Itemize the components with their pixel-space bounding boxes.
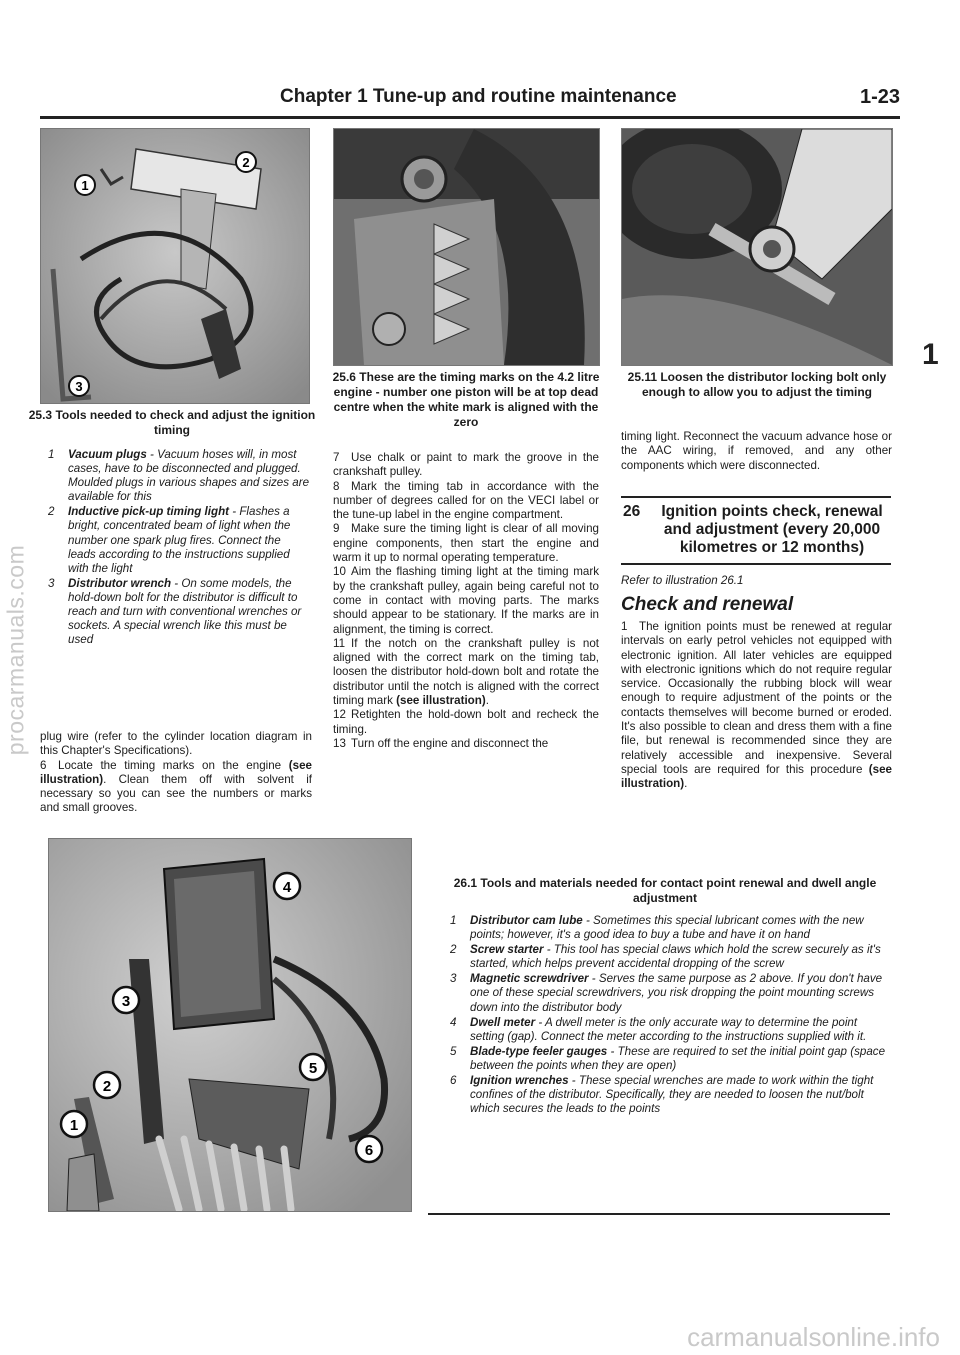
page-number: 1-23 [859, 86, 900, 108]
legend-26-1 [450, 914, 888, 1117]
legend-item: 1 Distributor cam lube - Sometimes this special lubricant comes with the new points; however, it's a good idea to buy a tube and have it on hand [450, 914, 864, 942]
section-rule-top [621, 496, 891, 498]
legend-item: 1 Vacuum plugs - Vacuum hoses will, in most cases, have to be disconnected and plugged. Moulded plugs in various shapes and sizes are available for this [48, 448, 310, 504]
section-rule-bottom [621, 563, 891, 565]
callout-6-label: 6 [364, 1142, 374, 1159]
legend-25-3 [48, 448, 310, 648]
paragraph: 12 Retighten the hold-down bolt and recheck the timing. [333, 708, 599, 736]
section-title: Ignition points check, renewal and adjustment (every 20,000 kilometres or 12 months) [661, 503, 883, 556]
photo-timing-tools [40, 128, 310, 404]
side-watermark: procarmanuals.com [2, 544, 29, 756]
col3-continued-text: timing light. Reconnect the vacuum advance hose or the AAC wiring, if removed, and any other components which were disconnected. [621, 430, 892, 472]
caption-25-3: 25.3 Tools needed to check and adjust the ignition timing [28, 408, 316, 437]
paragraph: 6 Locate the timing marks on the engine (see illustration). Clean them off with solvent if necessary so you can see the numbers or marks and small grooves. [40, 758, 312, 815]
paragraph: 9 Make sure the timing light is clear of all moving engine components, then start the engine and warm it up to normal operating temperature. [333, 522, 599, 565]
figure-bottom-rule [428, 1213, 890, 1215]
photo-timing-marks [333, 128, 600, 366]
refer-note: Refer to illustration 26.1 [621, 574, 744, 587]
paragraph: 11 If the notch on the crankshaft pulley is not aligned with the correct mark on the timing tab, loosen the distributor hold-down bolt and rotate the distributor until the notch is aligned with the correct timing mark (see illustration). [333, 636, 599, 708]
timing-marks-illustration [334, 129, 599, 365]
timing-tools-illustration [41, 129, 309, 403]
paragraph: 13 Turn off the engine and disconnect the [333, 736, 549, 750]
legend-item: 2 Screw starter - This tool has special claws which hold the screw securely as it's started, which helps prevent accidental dropping of the screw [450, 943, 881, 971]
paragraph: 10 Aim the flashing timing light at the timing mark by the crankshaft pulley, again being careful not to come in contact with moving parts. The marks should appear to be stationary. If the marks are in alignment, the timing is correct. [333, 565, 599, 636]
photo-contact-point-tools [48, 838, 412, 1212]
callout-5-label: 5 [308, 1060, 318, 1077]
col2-text [333, 451, 599, 751]
callout-2-label: 2 [242, 155, 250, 170]
callout-2-label: 2 [102, 1078, 112, 1095]
footer-watermark: carmanualsonline.info [687, 1322, 940, 1352]
section-heading [623, 503, 891, 557]
caption-26-1: 26.1 Tools and materials needed for contact point renewal and dwell angle adjustment [453, 876, 877, 905]
chapter-title: Chapter 1 Tune-up and routine maintenance [280, 86, 677, 107]
callout-1-label: 1 [81, 178, 89, 193]
page-header [40, 86, 900, 116]
callout-3-label: 3 [75, 379, 83, 394]
contact-point-tools-illustration [49, 839, 411, 1211]
photo-distributor-bolt [621, 128, 893, 366]
col3-paragraph: 1 The ignition points must be renewed at regular intervals on early petrol vehicles not equipped with electronic ignition. All later vehicles are equipped with electronic ignitions which do not require regular service. Occasionally the rubbing block will wear enough to require adjustment of the points or the contacts themselves will become burned or eroded. It's also possible to clean and dress them with a fine file, but renewal is recommended since they are relatively accessible and inexpensive. Several special tools are required for this procedure (see illustration). [621, 620, 892, 791]
chapter-tab: 1 [922, 338, 939, 371]
callout-3-label: 3 [121, 993, 131, 1010]
legend-item: 3 Magnetic screwdriver - Serves the same purpose as 2 above. If you don't have one of these special screwdrivers, you risk dropping the point mounting screws down into the distributor body [450, 972, 883, 1014]
section-number: 26 [623, 503, 641, 520]
caption-25-6: 25.6 These are the timing marks on the 4.2 litre engine - number one piston will be at top dead centre when the white mark is aligned with the zero [332, 370, 600, 429]
legend-item: 2 Inductive pick-up timing light - Flashes a bright, concentrated beam of light when the number one spark plug fires. Connect the leads according to the instructions supplied with the light [48, 505, 291, 575]
header-rule [40, 116, 900, 119]
paragraph: 7 Use chalk or paint to mark the groove in the crankshaft pulley. [333, 451, 599, 479]
legend-item: 6 Ignition wrenches - These special wrenches are made to work within the tight confines of the distributor. Specifically, they are needed to loosen the nut/bolt which secures the leads to the points [450, 1074, 874, 1116]
distributor-bolt-illustration [622, 129, 892, 365]
callout-4-label: 4 [282, 879, 292, 896]
col1-text [40, 730, 312, 816]
legend-item: 3 Distributor wrench - On some models, the hold-down bolt for the distributor is difficult to reach and turn with conventional wrenches or sockets. A special wrench like this must be used [48, 576, 302, 647]
paragraph: plug wire (refer to the cylinder location diagram in this Chapter's Specifications). [40, 730, 312, 758]
subheading-check-renewal: Check and renewal [621, 594, 794, 615]
paragraph: 8 Mark the timing tab in accordance with the number of degrees called for on the VECI label or the tune-up label in the engine compartment. [333, 479, 599, 522]
callout-1-label: 1 [69, 1117, 79, 1134]
caption-25-11: 25.11 Loosen the distributor locking bolt only enough to allow you to adjust the timing [627, 370, 887, 399]
legend-item: 5 Blade-type feeler gauges - These are required to set the initial point gap (space between the points when they are open) [450, 1044, 886, 1072]
legend-item: 4 Dwell meter - A dwell meter is the only accurate way to determine the point setting (gap). Connect the meter according to the instructions supplied with it. [450, 1015, 867, 1043]
